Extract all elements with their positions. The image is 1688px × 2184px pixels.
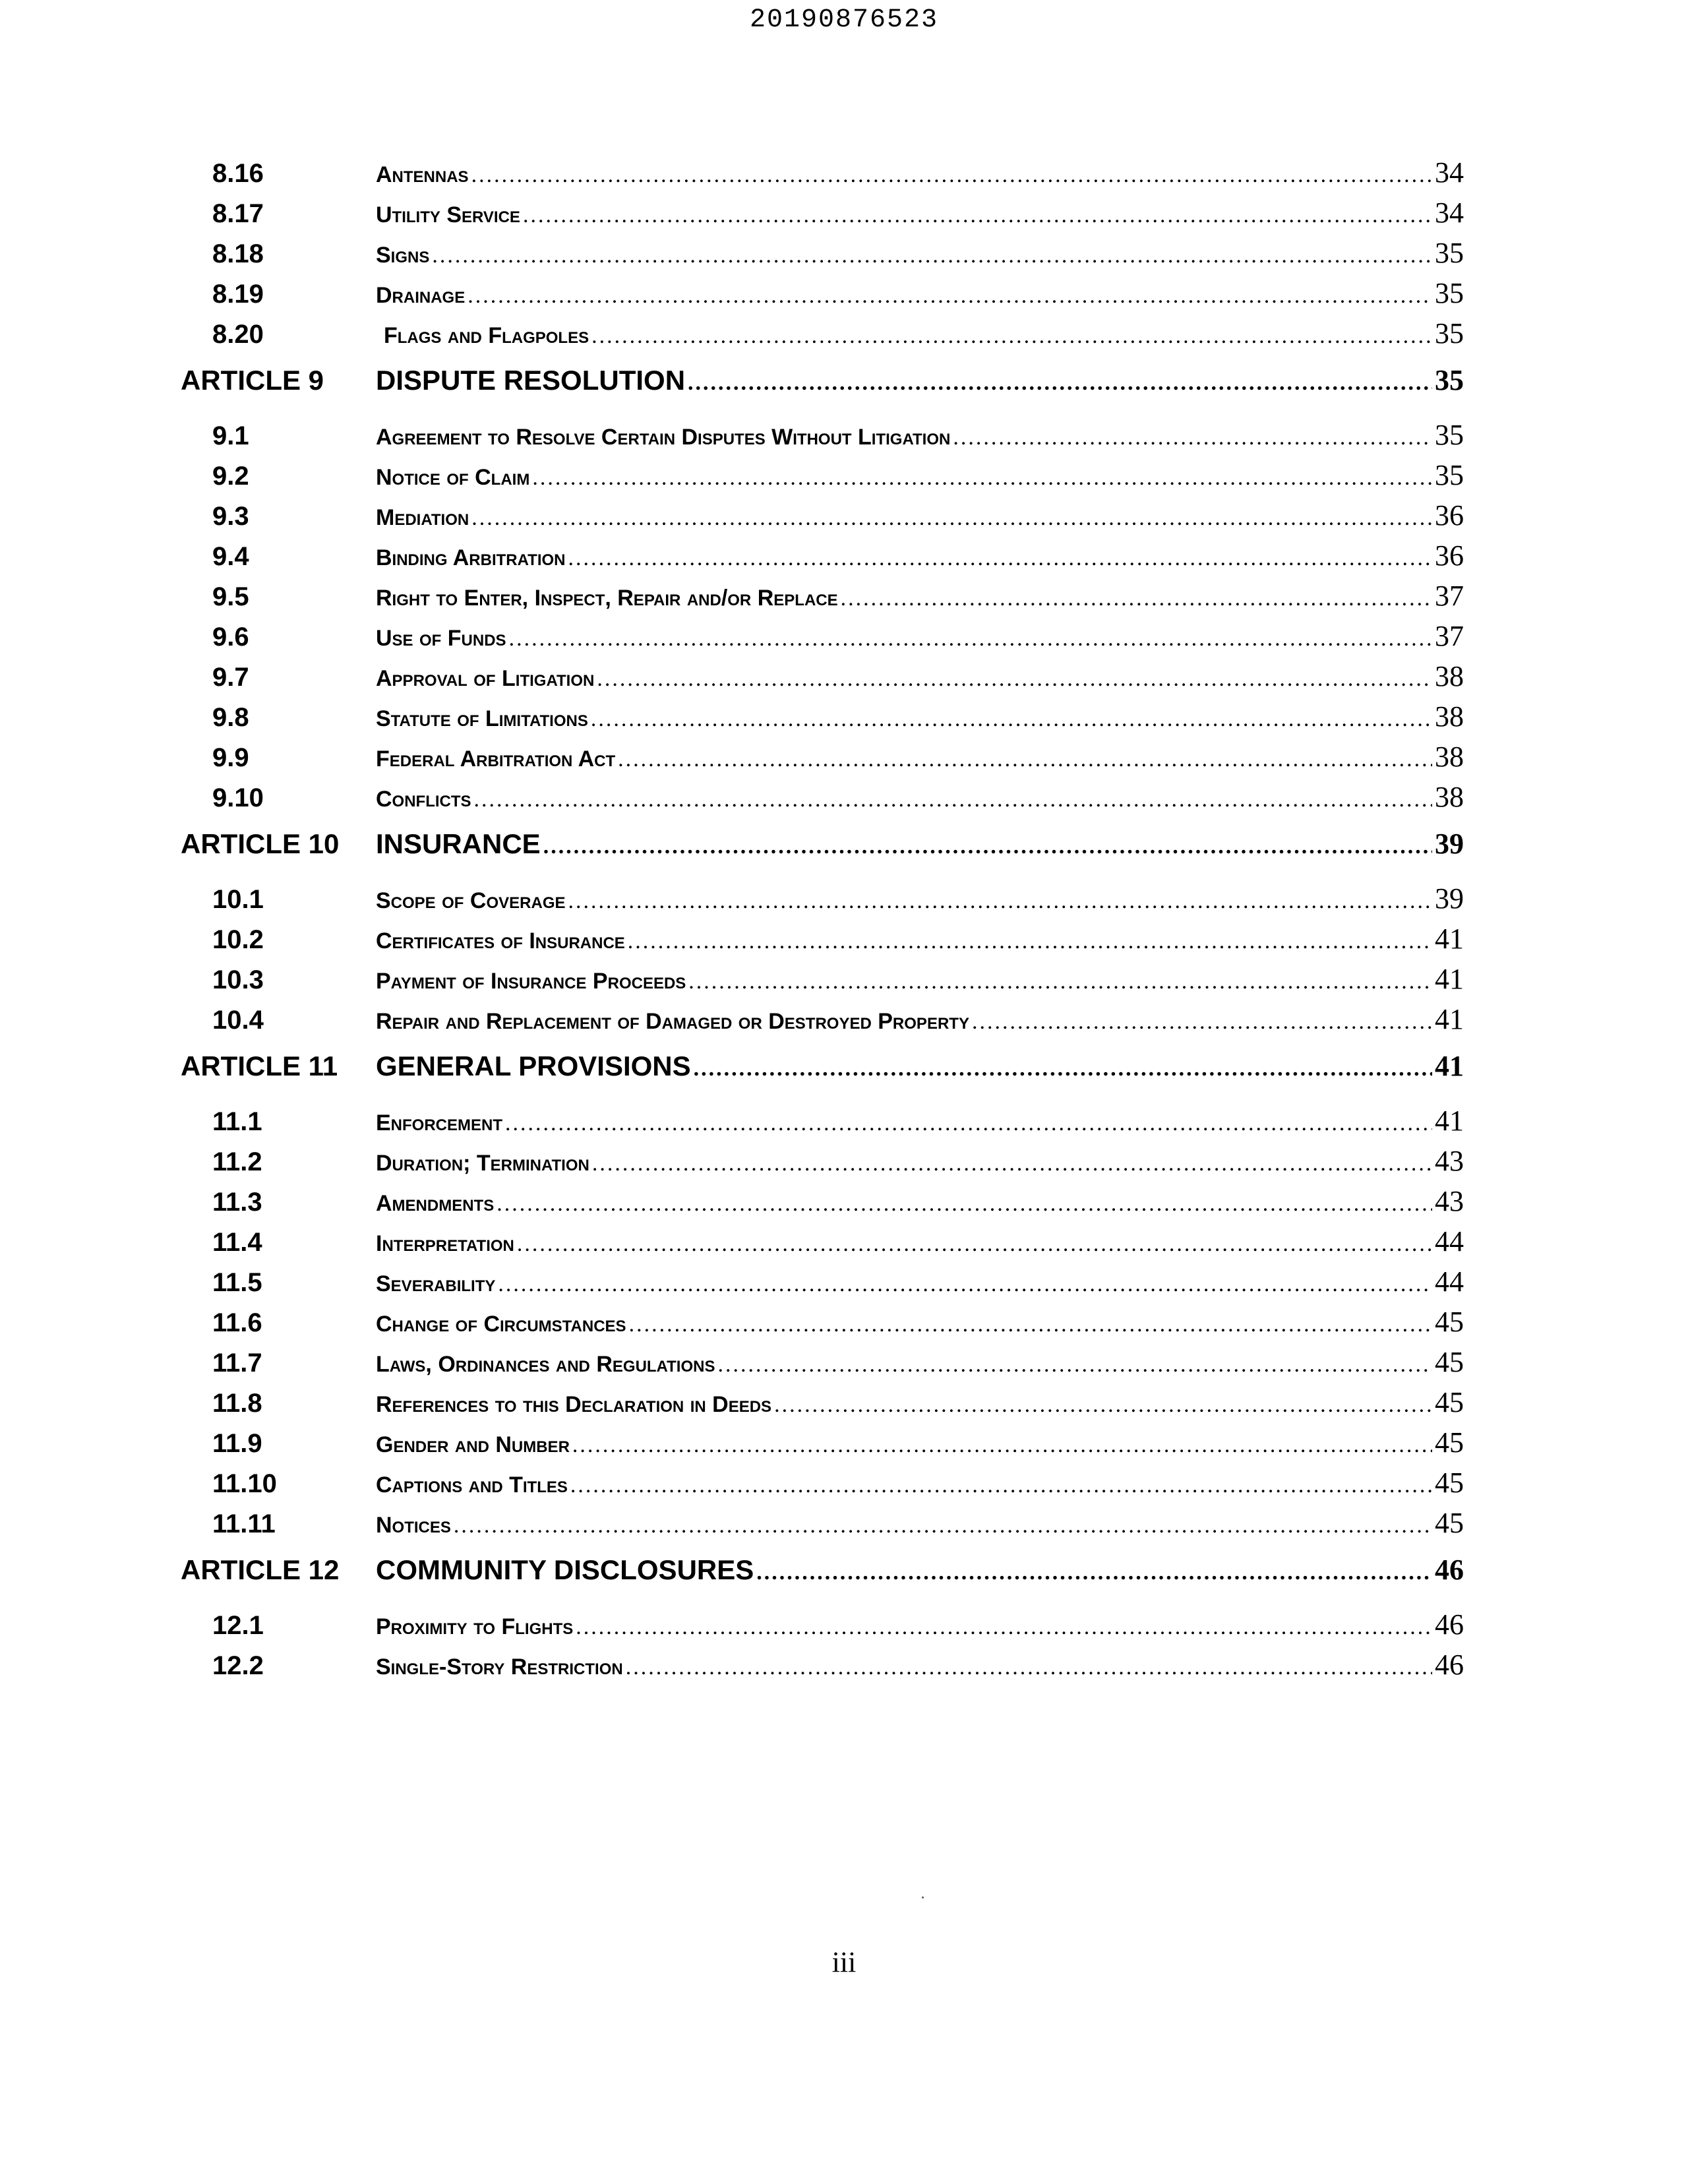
toc-section-row xyxy=(178,1265,1464,1305)
toc-entry-number: 11.8 xyxy=(212,1389,262,1418)
dot-leader xyxy=(498,1272,1432,1297)
dot-leader xyxy=(532,466,1432,491)
toc-entry-title: Use of Funds xyxy=(376,626,506,651)
toc-entry xyxy=(376,1265,1464,1298)
toc-entry-title: Laws, Ordinances and Regulations xyxy=(376,1352,715,1377)
toc-section-row xyxy=(178,882,1464,922)
toc-entry-number: 10.1 xyxy=(212,885,264,914)
toc-entry-page: 35 xyxy=(1435,237,1464,269)
toc-entry-number: 11.10 xyxy=(212,1469,277,1498)
toc-entry-title: Scope of Coverage xyxy=(376,888,566,913)
toc-section-row xyxy=(178,499,1464,539)
toc-entry xyxy=(376,1553,1464,1587)
toc-section-row xyxy=(178,780,1464,820)
dot-leader xyxy=(467,284,1432,309)
toc-entry-page: 38 xyxy=(1435,660,1464,692)
toc-section-row xyxy=(178,1225,1464,1265)
toc-entry-page: 35 xyxy=(1435,277,1464,309)
toc-entry-number: 9.4 xyxy=(212,542,249,571)
toc-entry xyxy=(376,1506,1464,1540)
toc-entry xyxy=(376,659,1464,693)
toc-entry-title: Signs xyxy=(376,243,430,268)
toc-entry xyxy=(376,418,1464,452)
toc-section-row xyxy=(178,276,1464,317)
toc-entry-number: 9.1 xyxy=(212,421,249,450)
toc-section-row xyxy=(178,659,1464,700)
toc-entry-number: 11.9 xyxy=(212,1429,262,1458)
toc-entry-title: Payment of Insurance Proceeds xyxy=(376,969,686,994)
toc-section-row xyxy=(178,1144,1464,1184)
dot-leader xyxy=(570,1473,1432,1498)
toc-entry-number: 11.3 xyxy=(212,1188,262,1217)
dot-leader xyxy=(505,1111,1432,1136)
toc-section-row xyxy=(178,418,1464,458)
toc-entry-title: Captions and Titles xyxy=(376,1472,568,1498)
toc-entry-page: 41 xyxy=(1435,1003,1464,1035)
toc-entry-title: COMMUNITY DISCLOSURES xyxy=(376,1554,754,1585)
toc-entry-number: 8.19 xyxy=(212,280,264,309)
dot-leader xyxy=(471,163,1432,188)
toc-entry xyxy=(376,236,1464,270)
toc-section-row xyxy=(178,922,1464,962)
dot-leader xyxy=(688,371,1432,396)
toc-entry-title: Interpretation xyxy=(376,1231,514,1256)
page-number: iii xyxy=(831,1946,857,1978)
toc-section-row xyxy=(178,962,1464,1002)
toc-entry xyxy=(376,1648,1464,1682)
toc-entry-page: 45 xyxy=(1435,1386,1464,1418)
toc-entry-number: 9.5 xyxy=(212,582,249,611)
toc-section-row xyxy=(178,1506,1464,1546)
toc-entry xyxy=(376,1608,1464,1641)
toc-entry-page: 34 xyxy=(1435,197,1464,229)
dot-leader xyxy=(628,929,1432,954)
toc-entry-number: ARTICLE 12 xyxy=(181,1554,340,1585)
toc-entry-number: 12.2 xyxy=(212,1651,264,1680)
toc-article-row xyxy=(178,1049,1464,1097)
toc-entry xyxy=(376,196,1464,229)
toc-entry-number: 9.6 xyxy=(212,622,249,652)
toc-section-row xyxy=(178,156,1464,196)
toc-section-row xyxy=(178,236,1464,276)
toc-entry xyxy=(376,156,1464,189)
toc-entry xyxy=(376,1104,1464,1138)
toc-entry xyxy=(376,740,1464,774)
toc-entry xyxy=(376,1002,1464,1036)
toc-entry-title: Approval of Litigation xyxy=(376,666,595,691)
dot-leader xyxy=(618,747,1432,772)
toc-entry-page: 37 xyxy=(1435,580,1464,612)
toc-entry-title: Agreement to Resolve Certain Disputes Without Litigation xyxy=(376,425,951,450)
toc-entry xyxy=(376,1385,1464,1419)
toc-entry xyxy=(376,458,1464,492)
toc-entry xyxy=(376,363,1464,397)
toc-entry-page: 38 xyxy=(1435,741,1464,773)
toc-entry-page: 45 xyxy=(1435,1346,1464,1378)
dot-leader xyxy=(626,1655,1432,1680)
toc-entry-page: 38 xyxy=(1435,781,1464,813)
toc-entry-title: GENERAL PROVISIONS xyxy=(376,1050,691,1081)
toc-entry-title: Right to Enter, Inspect, Repair and/or Replace xyxy=(376,586,838,611)
toc-entry-page: 41 xyxy=(1435,1050,1464,1082)
toc-section-row xyxy=(178,1466,1464,1506)
toc-entry xyxy=(376,1426,1464,1459)
dot-leader xyxy=(591,707,1432,732)
toc-entry-page: 43 xyxy=(1435,1185,1464,1217)
dot-leader xyxy=(543,834,1432,859)
dot-leader xyxy=(841,586,1432,611)
toc-entry-number: 11.1 xyxy=(212,1107,262,1136)
toc-section-row xyxy=(178,539,1464,579)
toc-entry-page: 41 xyxy=(1435,963,1464,995)
toc-entry-page: 36 xyxy=(1435,499,1464,531)
toc-entry-number: 8.20 xyxy=(212,320,264,349)
dot-leader xyxy=(694,1056,1432,1081)
toc-entry-number: 11.5 xyxy=(212,1268,262,1297)
toc-entry-number: 9.2 xyxy=(212,462,249,491)
toc-entry-page: 43 xyxy=(1435,1145,1464,1177)
toc-entry-title: Conflicts xyxy=(376,787,471,812)
dot-leader xyxy=(717,1352,1432,1378)
toc-section-row xyxy=(178,1184,1464,1225)
dot-leader xyxy=(523,203,1432,228)
toc-section-row xyxy=(178,700,1464,740)
toc-entry-number: 11.6 xyxy=(212,1308,262,1337)
toc-section-row xyxy=(178,579,1464,619)
toc-entry-page: 45 xyxy=(1435,1426,1464,1459)
dot-leader xyxy=(474,787,1432,812)
toc-entry-page: 46 xyxy=(1435,1608,1464,1641)
dot-leader xyxy=(572,1433,1432,1458)
dot-leader xyxy=(774,1393,1432,1418)
toc-section-row xyxy=(178,619,1464,659)
toc-entry-title: Gender and Number xyxy=(376,1432,570,1457)
toc-entry-title: Notice of Claim xyxy=(376,465,530,490)
toc-entry-number: 10.3 xyxy=(212,965,264,994)
toc-entry-number: 11.7 xyxy=(212,1349,262,1378)
dot-leader xyxy=(568,546,1433,571)
toc-entry-number: 10.4 xyxy=(212,1006,264,1035)
dot-leader xyxy=(497,1192,1432,1217)
toc-section-row xyxy=(178,458,1464,499)
toc-entry xyxy=(376,1345,1464,1379)
toc-entry xyxy=(376,780,1464,814)
toc-entry-page: 34 xyxy=(1435,156,1464,189)
toc-entry xyxy=(376,1225,1464,1258)
dot-leader xyxy=(471,506,1432,531)
toc-entry-title: Enforcement xyxy=(376,1110,503,1136)
toc-entry-number: 12.1 xyxy=(212,1611,264,1640)
document-number: 20190876523 xyxy=(749,5,939,35)
toc-article-row xyxy=(178,827,1464,875)
toc-entry-title: Flags and Flagpoles xyxy=(384,323,589,348)
toc-entry-title: Antennas xyxy=(376,162,469,187)
toc-entry-title: Binding Arbitration xyxy=(376,545,566,570)
toc-entry-title: Single-Story Restriction xyxy=(376,1654,623,1680)
toc-entry-number: ARTICLE 9 xyxy=(181,365,324,396)
toc-entry xyxy=(376,619,1464,653)
toc-entry-page: 35 xyxy=(1435,317,1464,349)
dot-leader xyxy=(953,425,1432,450)
dot-leader xyxy=(454,1513,1432,1538)
toc-entry-number: ARTICLE 11 xyxy=(181,1050,338,1081)
toc-entry-number: 8.17 xyxy=(212,199,264,228)
toc-entry xyxy=(376,539,1464,572)
toc-entry-page: 44 xyxy=(1435,1225,1464,1258)
toc-entry-title: INSURANCE xyxy=(376,828,541,859)
toc-entry-title: Notices xyxy=(376,1513,451,1538)
toc-entry xyxy=(376,700,1464,733)
toc-entry-number: 9.7 xyxy=(212,663,249,692)
dot-leader xyxy=(688,969,1432,994)
toc-entry xyxy=(376,1184,1464,1218)
toc-entry-number: 9.8 xyxy=(212,703,249,732)
dot-leader xyxy=(576,1615,1432,1640)
dot-leader xyxy=(756,1560,1432,1585)
toc-article-row xyxy=(178,1553,1464,1601)
dot-leader xyxy=(517,1232,1432,1257)
toc-entry-number: 9.10 xyxy=(212,783,264,812)
toc-entry-number: 9.3 xyxy=(212,502,249,531)
toc-entry xyxy=(376,1049,1464,1083)
toc-section-row xyxy=(178,317,1464,357)
toc-entry-page: 41 xyxy=(1435,923,1464,955)
dot-leader xyxy=(591,324,1432,349)
toc-entry-title: Duration; Termination xyxy=(376,1151,589,1176)
toc-entry-page: 45 xyxy=(1435,1306,1464,1338)
toc-entry-title: Repair and Replacement of Damaged or Destroyed Property xyxy=(376,1009,969,1034)
toc-entry xyxy=(376,1466,1464,1500)
toc-section-row xyxy=(178,1426,1464,1466)
toc-section-row xyxy=(178,1305,1464,1345)
toc-entry-title: Utility Service xyxy=(376,202,520,228)
toc-entry-title: Severability xyxy=(376,1271,496,1296)
toc-entry-page: 37 xyxy=(1435,620,1464,652)
toc-entry xyxy=(376,882,1464,915)
toc-entry-title: Amendments xyxy=(376,1191,495,1216)
toc-entry-page: 44 xyxy=(1435,1265,1464,1298)
toc-entry-title: Statute of Limitations xyxy=(376,706,588,731)
toc-entry-page: 45 xyxy=(1435,1507,1464,1539)
toc-entry-title: Certificates of Insurance xyxy=(376,928,625,954)
toc-entry xyxy=(376,1305,1464,1339)
toc-entry xyxy=(376,579,1464,613)
toc-entry-number: 8.16 xyxy=(212,159,264,188)
toc-section-row xyxy=(178,1385,1464,1426)
toc-entry-page: 39 xyxy=(1435,828,1464,860)
dot-leader xyxy=(629,1312,1432,1337)
dot-leader xyxy=(432,243,1432,268)
toc-entry-page: 35 xyxy=(1435,364,1464,396)
dot-leader xyxy=(597,667,1432,692)
toc-section-row xyxy=(178,1002,1464,1043)
toc-section-row xyxy=(178,196,1464,236)
dot-leader xyxy=(592,1151,1432,1176)
toc-entry xyxy=(376,1144,1464,1178)
toc-entry-page: 36 xyxy=(1435,539,1464,572)
toc-entry-page: 39 xyxy=(1435,882,1464,915)
toc-entry-title: Federal Arbitration Act xyxy=(376,746,616,772)
toc-entry-page: 35 xyxy=(1435,419,1464,451)
toc-section-row xyxy=(178,1608,1464,1648)
toc-entry-title: Change of Circumstances xyxy=(376,1312,626,1337)
scan-speck xyxy=(922,1896,924,1898)
table-of-contents xyxy=(178,156,1464,1688)
toc-entry-number: 10.2 xyxy=(212,925,264,954)
toc-article-row xyxy=(178,363,1464,411)
toc-section-row xyxy=(178,740,1464,780)
toc-entry-title: References to this Declaration in Deeds xyxy=(376,1392,772,1417)
dot-leader xyxy=(568,889,1433,914)
toc-entry-number: ARTICLE 10 xyxy=(181,828,340,859)
toc-entry-page: 38 xyxy=(1435,700,1464,733)
toc-entry xyxy=(376,317,1464,350)
toc-entry-number: 11.4 xyxy=(212,1228,262,1257)
toc-section-row xyxy=(178,1648,1464,1688)
toc-section-row xyxy=(178,1345,1464,1385)
toc-entry xyxy=(376,922,1464,956)
toc-entry-number: 11.2 xyxy=(212,1147,262,1176)
toc-entry-page: 46 xyxy=(1435,1554,1464,1586)
toc-section-row xyxy=(178,1104,1464,1144)
toc-entry-title: Proximity to Flights xyxy=(376,1614,574,1639)
toc-entry-title: DISPUTE RESOLUTION xyxy=(376,365,686,396)
toc-entry-page: 35 xyxy=(1435,459,1464,491)
dot-leader xyxy=(509,626,1432,652)
toc-entry-title: Mediation xyxy=(376,505,469,530)
toc-entry xyxy=(376,962,1464,996)
toc-entry xyxy=(376,499,1464,532)
toc-entry-page: 46 xyxy=(1435,1649,1464,1681)
toc-entry-title: Drainage xyxy=(376,283,466,308)
toc-entry-number: 9.9 xyxy=(212,743,249,772)
toc-entry xyxy=(376,827,1464,861)
toc-entry-page: 45 xyxy=(1435,1467,1464,1499)
toc-entry-page: 41 xyxy=(1435,1105,1464,1137)
toc-entry-number: 11.11 xyxy=(212,1509,276,1538)
toc-entry xyxy=(376,276,1464,310)
dot-leader xyxy=(972,1010,1432,1035)
toc-entry-number: 8.18 xyxy=(212,239,264,268)
